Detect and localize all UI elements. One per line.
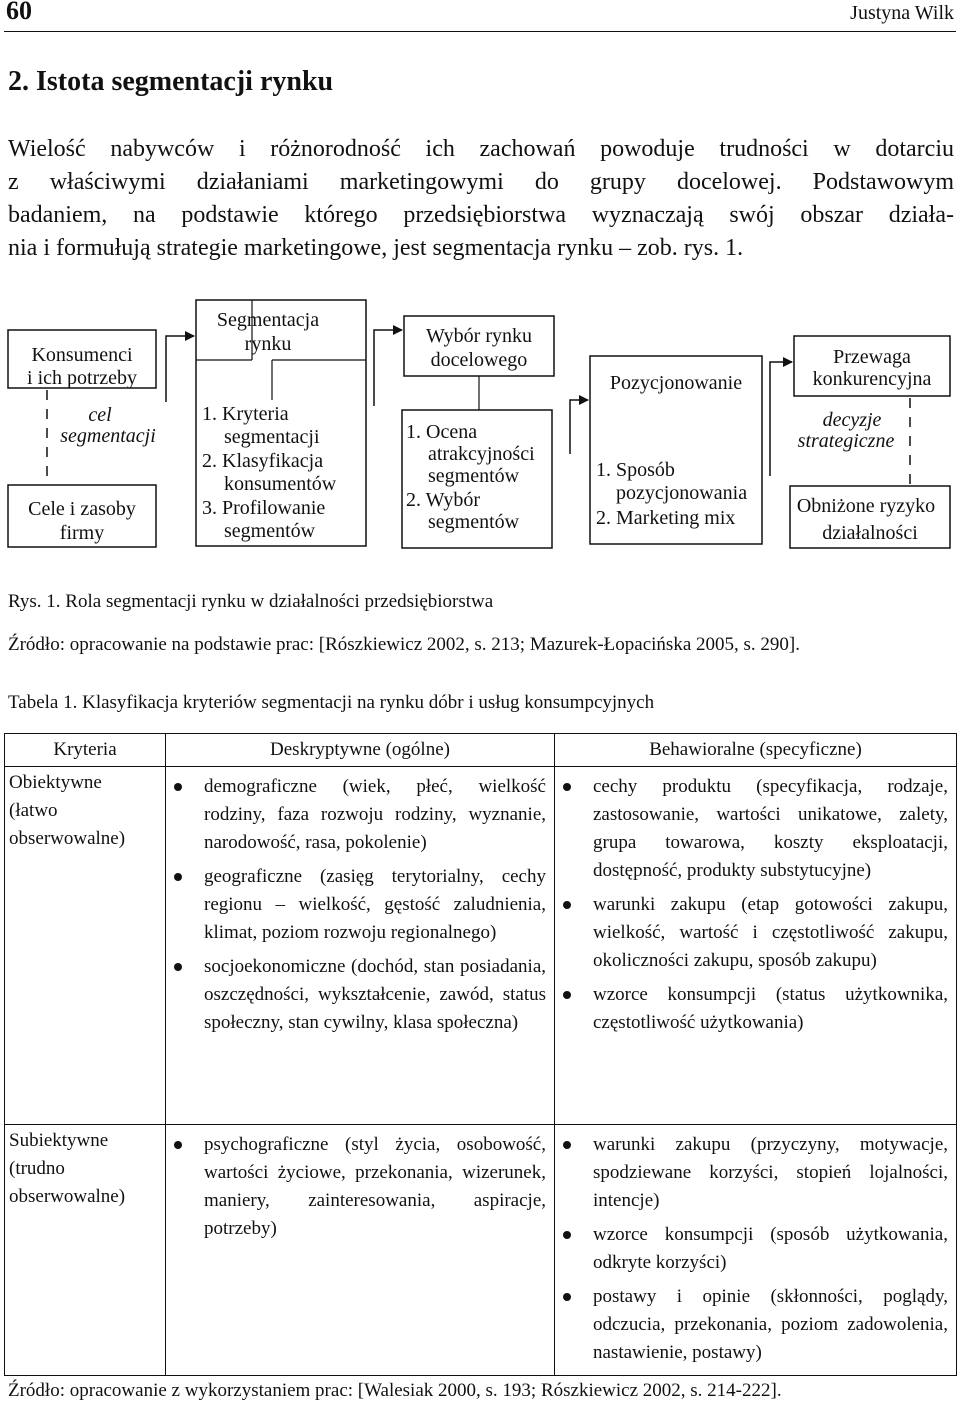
box-title-line: Przewaga xyxy=(833,346,911,368)
table-row xyxy=(5,767,957,1125)
box-item: segmentów xyxy=(428,465,520,487)
paragraph-line: badaniem, na podstawie którego przedsiębiorstwa wyznaczają swój obszar działa- xyxy=(8,202,954,228)
list-item: socjoekonomiczne (dochód, stan posiadania, oszczędności, wykształcenie, zawód, status społeczny, stan cywilny, klasa społeczna) xyxy=(174,953,546,1037)
box-consumers-line: Konsumenci xyxy=(31,344,133,366)
segmentation-flow-diagram xyxy=(0,290,960,560)
intro-paragraph xyxy=(8,133,954,265)
paragraph-line: nia i formułują strategie marketingowe, jest segmentacja rynku – zob. rys. 1. xyxy=(8,235,744,261)
box-item: segmentacji xyxy=(224,426,320,448)
criterion-cell xyxy=(5,1125,166,1376)
flow-arrow xyxy=(770,362,792,476)
box-item: 2. Wybór xyxy=(406,489,480,511)
box-company-goals-line: firmy xyxy=(59,522,105,544)
criterion-line: Subiektywne xyxy=(9,1130,109,1151)
box-item: pozycjonowania xyxy=(616,482,748,504)
running-header-author: Justyna Wilk xyxy=(850,2,954,24)
figure-source: Źródło: opracowanie na podstawie prac: [Rószkiewicz 2002, s. 213; Mazurek-Łopacińska 2005, s. 290]. xyxy=(8,634,800,655)
box-title-line: rynku xyxy=(244,333,292,355)
box-item: 2. Marketing mix xyxy=(596,507,736,529)
box-item: 1. Kryteria xyxy=(202,403,289,425)
box-title-line: Wybór rynku xyxy=(426,325,532,347)
behavioral-cell xyxy=(555,767,957,1125)
label-strategic-decisions: strategiczne xyxy=(797,430,895,452)
box-item: konsumentów xyxy=(224,473,337,495)
figure-caption: Rys. 1. Rola segmentacji rynku w działalności przedsiębiorstwa xyxy=(8,591,494,612)
flow-arrow xyxy=(570,400,588,454)
paragraph-line: z właściwymi działaniami marketingowymi do grupy docelowej. Podstawowym xyxy=(8,169,954,195)
list-item: geograficzne (zasięg terytorialny, cechy regionu – wielkość, gęstość zaludnienia, klimat, poziom rozwoju regionalnego) xyxy=(174,863,546,947)
box-item: 3. Profilowanie xyxy=(202,497,326,519)
paragraph-line: Wielość nabywców i różnorodność ich zachowań powoduje trudności w dotarciu xyxy=(8,136,954,162)
criterion-line: (trudno xyxy=(9,1158,65,1179)
list-item: warunki zakupu (przyczyny, motywacje, spodziewane korzyści, stopień lojalności, intencje) xyxy=(563,1131,948,1215)
descriptive-cell xyxy=(166,1125,555,1376)
list-item: demograficzne (wiek, płeć, wielkość rodziny, faza rozwoju rodziny, wyznanie, narodowość, rasa, pokolenie) xyxy=(174,773,546,857)
column-header: Behawioralne (specyficzne) xyxy=(555,734,957,767)
criterion-cell xyxy=(5,767,166,1125)
list-item: psychograficzne (styl życia, osobowość, wartości życiowe, przekonania, wizerunek, maniery, zainteresowania, aspiracje, potrzeby) xyxy=(174,1131,546,1243)
box-consumers-line: i ich potrzeby xyxy=(27,367,137,389)
box-item: 1. Sposób xyxy=(596,459,675,481)
criterion-line: obserwowalne) xyxy=(9,828,126,849)
table-row xyxy=(5,1125,957,1376)
section-title: 2. Istota segmentacji rynku xyxy=(8,66,334,97)
criterion-line: obserwowalne) xyxy=(9,1186,126,1207)
header-rule xyxy=(4,31,956,32)
box-company-goals-line: Cele i zasoby xyxy=(28,498,136,520)
flow-arrow xyxy=(374,330,402,406)
behavioral-cell xyxy=(555,1125,957,1376)
column-header: Deskryptywne (ogólne) xyxy=(166,734,555,767)
box-title-line: konkurencyjna xyxy=(812,368,932,390)
descriptive-cell xyxy=(166,767,555,1125)
criteria-table xyxy=(4,733,957,1376)
box-item: 1. Ocena xyxy=(406,421,478,443)
list-item: warunki zakupu (etap gotowości zakupu, wielkość, wartość i częstotliwość zakupu, okoliczności zakupu, sposób zakupu) xyxy=(563,891,948,975)
criterion-line: Obiektywne xyxy=(9,772,102,793)
box-title-line: docelowego xyxy=(430,349,528,371)
box-reduced-risk-line: Obniżone ryzyko xyxy=(796,495,936,517)
label-strategic-decisions: decyzje xyxy=(822,409,882,431)
table-header-row xyxy=(5,734,957,767)
column-header: Kryteria xyxy=(5,734,166,767)
label-segmentation-goal: segmentacji xyxy=(60,425,156,447)
flow-arrow xyxy=(166,336,194,402)
list-item: wzorce konsumpcji (status użytkownika, częstotliwość użytkowania) xyxy=(563,981,948,1037)
label-segmentation-goal: cel xyxy=(88,404,112,426)
box-reduced-risk-line: działalności xyxy=(822,522,918,544)
list-item: cechy produktu (specyfikacja, rodzaje, zastosowanie, wartości unikatowe, zalety, grupa towarowa, koszty eksploatacji, dostępność, produkty substytucyjne) xyxy=(563,773,948,885)
box-item: segmentów xyxy=(224,520,316,542)
page-number: 60 xyxy=(6,0,32,25)
list-item: postawy i opinie (skłonności, poglądy, odczucia, przekonania, poziom zadowolenia, nastawienie, postawy) xyxy=(563,1283,948,1367)
box-item: segmentów xyxy=(428,511,520,533)
list-item: wzorce konsumpcji (sposób użytkowania, odkryte korzyści) xyxy=(563,1221,948,1277)
box-title: Pozycjonowanie xyxy=(609,372,743,394)
box-title-line: Segmentacja xyxy=(216,309,320,331)
criterion-line: (łatwo xyxy=(9,800,58,821)
box-item: 2. Klasyfikacja xyxy=(202,450,324,472)
table-caption: Tabela 1. Klasyfikacja kryteriów segmentacji na rynku dóbr i usług konsumpcyjnych xyxy=(8,692,655,713)
box-item: atrakcyjności xyxy=(428,443,535,465)
table-source: Źródło: opracowanie z wykorzystaniem prac: [Walesiak 2000, s. 193; Rószkiewicz 2002, s. 214-222]. xyxy=(8,1380,782,1401)
